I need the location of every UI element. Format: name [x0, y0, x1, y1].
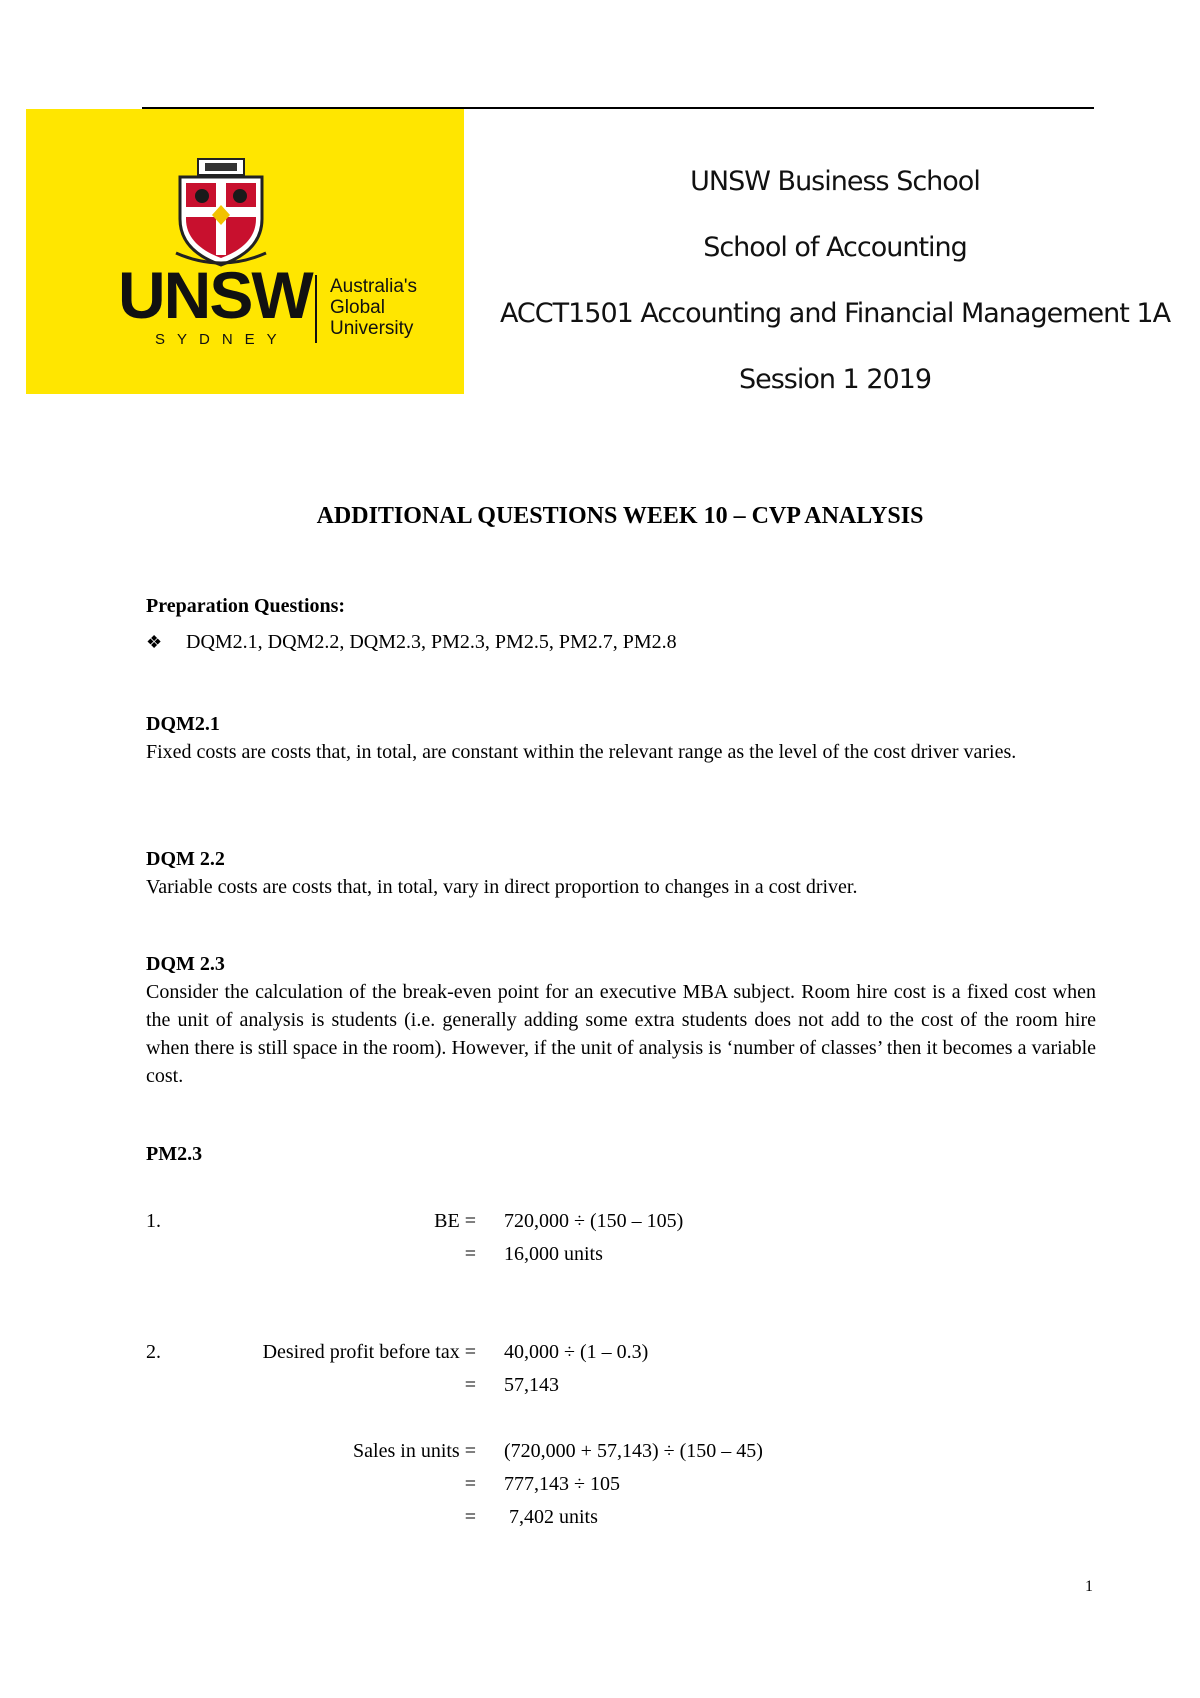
preparation-items: DQM2.1, DQM2.2, DQM2.3, PM2.3, PM2.5, PM2.7, PM2.8	[186, 631, 677, 653]
calc-label: =	[464, 1473, 476, 1495]
logo-sydney: SYDNEY	[155, 331, 289, 348]
section-text: Fixed costs are costs that, in total, are constant within the relevant range as the level of the cost driver varies.	[146, 741, 1017, 763]
unsw-logo	[26, 109, 464, 394]
preparation-heading: Preparation Questions:	[146, 595, 346, 617]
calc-expression: (720,000 + 57,143) ÷ (150 – 45)	[504, 1440, 763, 1462]
calc-number: 2.	[146, 1341, 161, 1363]
logo-tagline: Australia's Global University	[330, 276, 418, 339]
section-heading: DQM 2.2	[146, 848, 225, 870]
logo-divider	[315, 275, 317, 343]
page-number: 1	[1085, 1578, 1093, 1595]
calc-expression: 720,000 ÷ (150 – 105)	[504, 1210, 684, 1232]
bullet-icon: ❖	[146, 632, 163, 652]
calc-label: Desired profit before tax =	[262, 1341, 476, 1363]
pm23-heading: PM2.3	[146, 1143, 203, 1165]
calc-expression: 16,000 units	[504, 1243, 603, 1265]
section-heading: DQM2.1	[146, 713, 220, 735]
calc-label: =	[464, 1243, 476, 1265]
preparation-list	[146, 628, 677, 656]
section-heading: DQM 2.3	[146, 953, 225, 975]
section-text: Variable costs are costs that, in total, vary in direct proportion to changes in a cost driver.	[146, 876, 858, 898]
business-school-line: UNSW Business School	[690, 166, 980, 197]
calc-expression: 57,143	[504, 1374, 559, 1396]
section-text: Consider the calculation of the break-even point for an executive MBA subject. Room hire cost is a fixed cost when the unit of analysis is students (i.e. generally adding some extra students does not add to the cost of the room hire when there is still space in the room). However, if the unit of analysis is ‘number of classes’ then it becomes a variable cost.	[146, 981, 1096, 1087]
course-line: ACCT1501 Accounting and Financial Management 1A	[499, 298, 1171, 329]
school-line: School of Accounting	[703, 232, 967, 263]
logo-wordmark: UNSW	[118, 258, 312, 332]
session-line: Session 1 2019	[738, 364, 932, 395]
calc-label: =	[464, 1506, 476, 1528]
document-title: ADDITIONAL QUESTIONS WEEK 10 – CVP ANALYSIS	[316, 503, 924, 529]
calc-expression: 777,143 ÷ 105	[504, 1473, 620, 1495]
calc-label: =	[464, 1374, 476, 1396]
unsw-crest-icon	[172, 157, 270, 267]
calc-label: BE =	[434, 1210, 476, 1232]
calc-label: Sales in units =	[353, 1440, 476, 1462]
calc-expression: 7,402 units	[504, 1506, 598, 1528]
calc-number: 1.	[146, 1210, 161, 1232]
calc-expression: 40,000 ÷ (1 – 0.3)	[504, 1341, 649, 1363]
school-header	[470, 162, 1200, 426]
